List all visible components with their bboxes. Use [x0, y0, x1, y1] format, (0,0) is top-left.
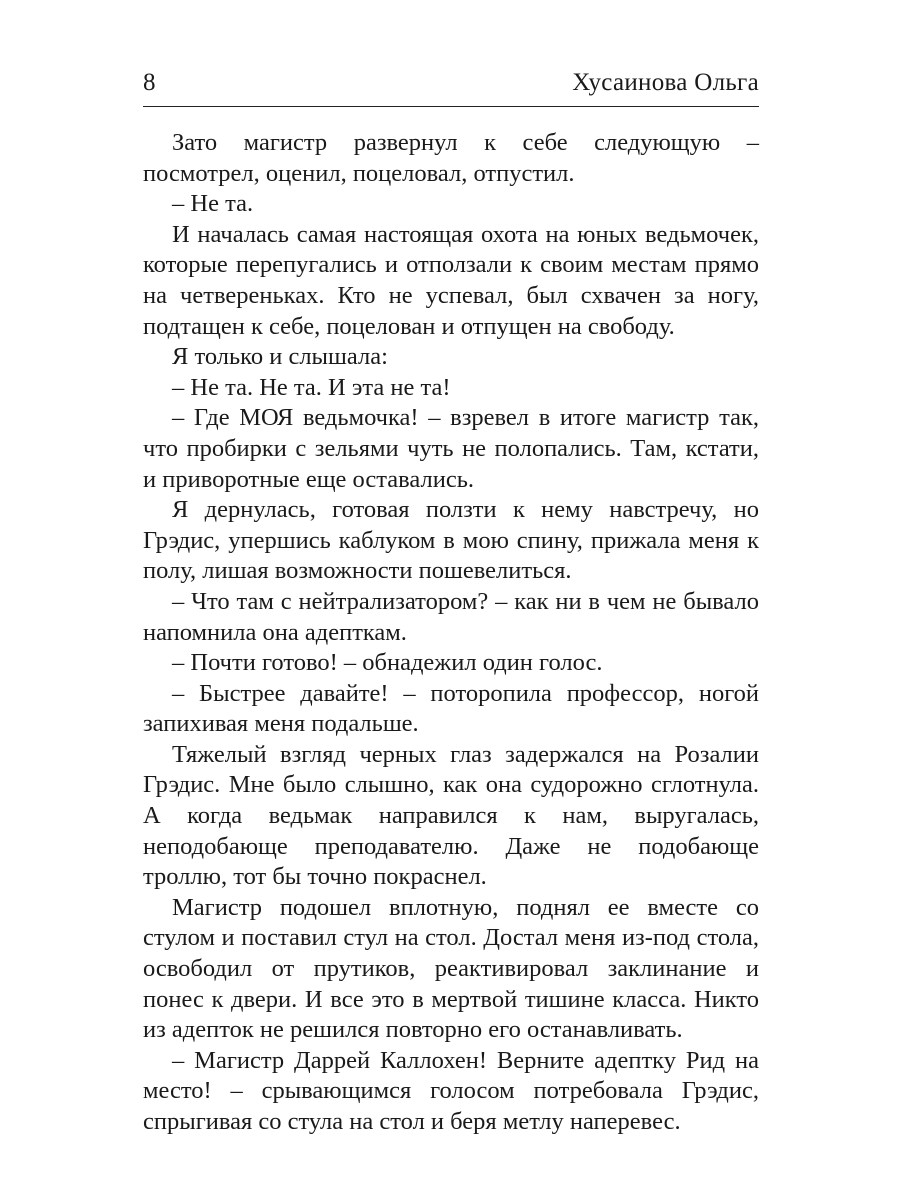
paragraph: – Не та. Не та. И эта не та! — [172, 373, 451, 401]
paragraph: – Где МОЯ ведьмочка! – взревел в итоге магистр так, что пробирки с зельями чуть не полопались. Там, кстати, и приворотные еще оставались. — [143, 404, 759, 493]
paragraph: – Быстрее давайте! – поторопила профессор, ногой запихивая меня подальше. — [143, 679, 759, 738]
paragraph: Я дернулась, готовая ползти к нему навстречу, но Грэдис, упершись каблуком в мою спину, прижала меня к полу, лишая возможности пошевелиться. — [143, 496, 759, 585]
book-page — [143, 0, 759, 1200]
header-author: Хусаинова Ольга — [572, 69, 759, 96]
paragraph: Зато магистр развернул к себе следующую – посмотрел, оценил, поцеловал, отпустил. — [143, 129, 759, 187]
paragraph: – Не та. — [172, 190, 254, 218]
paragraph: Я только и слышала: — [172, 343, 388, 371]
paragraph: Магистр подошел вплотную, поднял ее вместе со стулом и поставил стул на стол. Достал меня из-под стола, освободил от прутиков, реактивировал заклинание и понес к двери. И все это в мертвой тишине класса. Никто из адепток не решился повторно его останавливать. — [143, 893, 759, 1044]
paragraph: Тяжелый взгляд черных глаз задержался на Розалии Грэдис. Мне было слышно, как она судорожно сглотнула. А когда ведьмак направился к нам, выругалась, неподобающе преподавателю. Даже не подобающе троллю, тот бы точно покраснел. — [143, 740, 759, 891]
paragraph: И началась самая настоящая охота на юных ведьмочек, которые перепугались и отползали к своим местам прямо на четвереньках. Кто не успевал, был схвачен за ногу, подтащен к себе, поцелован и отпущен на свободу. — [143, 220, 759, 340]
page-number: 8 — [143, 69, 156, 96]
paragraph: – Почти готово! – обнадежил один голос. — [172, 649, 603, 677]
paragraph: – Что там с нейтрализатором? – как ни в чем не бывало напомнила она адепткам. — [143, 587, 759, 646]
running-header — [143, 66, 759, 107]
paragraph: – Магистр Даррей Каллохен! Верните адептку Рид на место! – срывающимся голосом потребовала Грэдис, спрыгивая со стула на стол и беря метлу наперевес. — [143, 1046, 759, 1135]
body-text — [143, 128, 759, 1138]
